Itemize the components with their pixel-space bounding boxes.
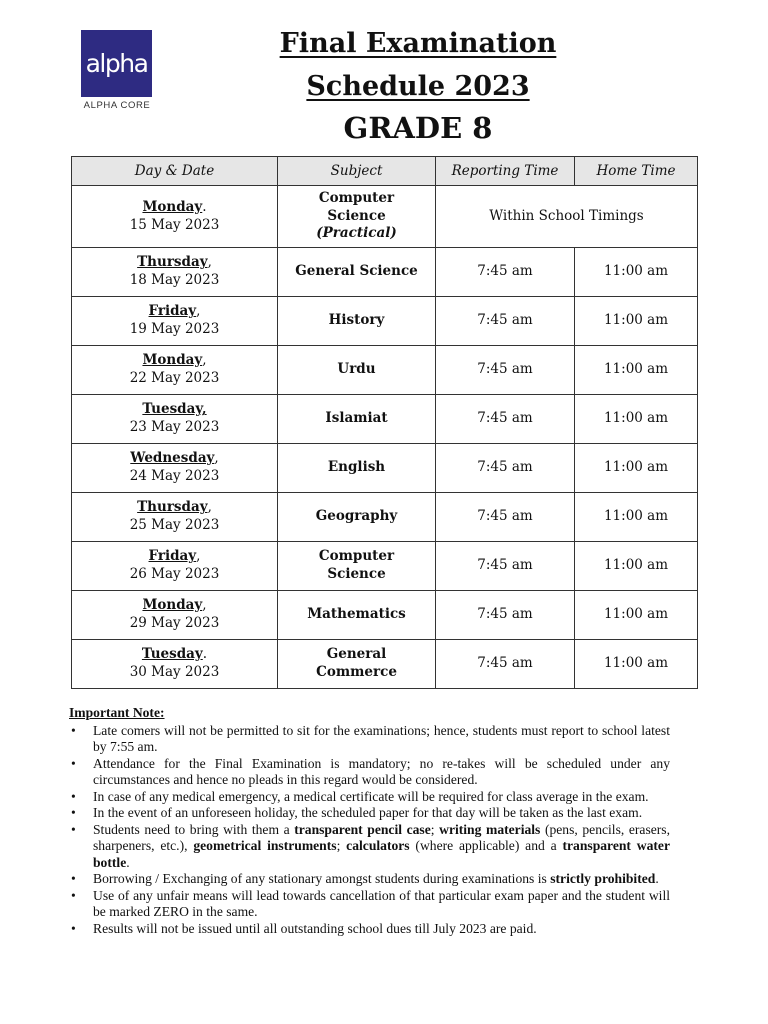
table-row [72, 346, 698, 395]
subject-cell: Computer Science (Practical) [278, 186, 436, 248]
day-date-cell: Wednesday, 24 May 2023 [72, 444, 278, 493]
home-time-cell: 11:00 am [575, 542, 698, 591]
reporting-time-cell: 7:45 am [436, 542, 575, 591]
table-row [72, 640, 698, 689]
list-item: • Students need to bring with them a transparent pencil case; writing materials (pens, pencils, erasers, sharpeners, etc.), geometrical instruments; calculators (where applicable) and a transparent water bottle. [69, 822, 670, 872]
reporting-time-cell: 7:45 am [436, 395, 575, 444]
subject-cell: Computer Science [278, 542, 436, 591]
home-time-cell: 11:00 am [575, 444, 698, 493]
logo-mark [81, 30, 152, 97]
home-time-cell: 11:00 am [575, 591, 698, 640]
day-date-cell: Friday, 26 May 2023 [72, 542, 278, 591]
home-time-cell: 11:00 am [575, 640, 698, 689]
day-date-cell: Monday, 22 May 2023 [72, 346, 278, 395]
reporting-time-cell: 7:45 am [436, 591, 575, 640]
title-line-2: Schedule 2023 [306, 71, 530, 102]
reporting-time-cell: 7:45 am [436, 444, 575, 493]
day-name: Monday [142, 198, 203, 215]
day-date-cell: Tuesday. 30 May 2023 [72, 640, 278, 689]
table-row [72, 444, 698, 493]
logo-subtext: ALPHA CORE [83, 100, 151, 111]
title-grade: GRADE 8 [343, 111, 493, 145]
list-item: • Borrowing / Exchanging of any stationary amongst students during examinations is strictly prohibited. [69, 871, 670, 888]
reporting-time-cell: 7:45 am [436, 346, 575, 395]
table-row [72, 186, 698, 248]
subject-cell: Urdu [278, 346, 436, 395]
table-header-row [72, 157, 698, 186]
exam-schedule-table [71, 156, 698, 689]
subject-cell: Islamiat [278, 395, 436, 444]
reporting-time-cell: 7:45 am [436, 248, 575, 297]
subject-cell: General Commerce [278, 640, 436, 689]
header-day-date: Day & Date [72, 157, 278, 186]
day-date-cell: Thursday, 25 May 2023 [72, 493, 278, 542]
reporting-time-cell: 7:45 am [436, 640, 575, 689]
logo-wordmark: alpha [85, 49, 148, 78]
day-date-cell: Monday, 29 May 2023 [72, 591, 278, 640]
list-item: • Late comers will not be permitted to sit for the examinations; hence, students must report to school latest by 7:55 am. [69, 723, 670, 756]
subject-cell: English [278, 444, 436, 493]
exam-date: 15 May 2023 [129, 216, 220, 233]
reporting-time-cell: 7:45 am [436, 297, 575, 346]
home-time-cell: 11:00 am [575, 346, 698, 395]
subject-cell: History [278, 297, 436, 346]
table-row [72, 248, 698, 297]
subject-cell: General Science [278, 248, 436, 297]
title-line-1: Final Examination [279, 28, 557, 59]
timing-cell: Within School Timings [436, 186, 698, 248]
list-item: • In case of any medical emergency, a medical certificate will be required for class average in the exam. [69, 789, 670, 806]
home-time-cell: 11:00 am [575, 493, 698, 542]
header-subject: Subject [278, 157, 436, 186]
table-row [72, 493, 698, 542]
header-home-time: Home Time [575, 157, 698, 186]
home-time-cell: 11:00 am [575, 248, 698, 297]
day-date-cell: Tuesday, 23 May 2023 [72, 395, 278, 444]
notes-list [69, 723, 670, 938]
notes-heading: Important Note: [69, 705, 165, 720]
important-notes [69, 705, 670, 937]
table-row [72, 395, 698, 444]
reporting-time-cell: 7:45 am [436, 493, 575, 542]
subject-cell: Mathematics [278, 591, 436, 640]
header-reporting-time: Reporting Time [436, 157, 575, 186]
day-date-cell: Monday. 15 May 2023 [72, 186, 278, 248]
home-time-cell: 11:00 am [575, 395, 698, 444]
list-item: • Attendance for the Final Examination is mandatory; no re-takes will be scheduled under any circumstances and hence no pleads in this regard would be considered. [69, 756, 670, 789]
subject-cell: Geography [278, 493, 436, 542]
table-row [72, 297, 698, 346]
table-row [72, 542, 698, 591]
list-item: • In the event of an unforeseen holiday, the scheduled paper for that day will be taken as the last exam. [69, 805, 670, 822]
table-row [72, 591, 698, 640]
list-item: • Use of any unfair means will lead towards cancellation of that particular exam paper and the student will be marked ZERO in the same. [69, 888, 670, 921]
list-item: • Results will not be issued until all outstanding school dues till July 2023 are paid. [69, 921, 670, 938]
school-logo [81, 30, 153, 111]
subject-note: (Practical) [316, 225, 397, 242]
home-time-cell: 11:00 am [575, 297, 698, 346]
day-date-cell: Thursday, 18 May 2023 [72, 248, 278, 297]
day-date-cell: Friday, 19 May 2023 [72, 297, 278, 346]
